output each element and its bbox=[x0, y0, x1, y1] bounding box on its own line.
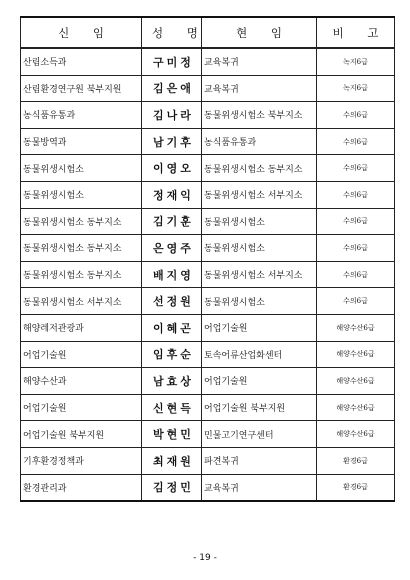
table-row bbox=[21, 421, 395, 448]
cell-new-post: 동물위생시험소 bbox=[21, 155, 142, 182]
cell-remarks: 해양수산6급 bbox=[317, 394, 395, 421]
cell-name: 남기후 bbox=[142, 128, 202, 155]
cell-name: 임후순 bbox=[142, 341, 202, 368]
cell-remarks: 환경6급 bbox=[317, 474, 395, 501]
cell-remarks: 녹지6급 bbox=[317, 75, 395, 102]
cell-new-post: 동물방역과 bbox=[21, 128, 142, 155]
cell-name: 박현민 bbox=[142, 421, 202, 448]
cell-new-post: 동물위생시험소 서부지소 bbox=[21, 288, 142, 315]
cell-current-post: 어업기술원 bbox=[202, 314, 317, 341]
cell-current-post: 동물위생시험소 서부지소 bbox=[202, 181, 317, 208]
cell-name: 구미정 bbox=[142, 48, 202, 75]
table-row bbox=[21, 235, 395, 262]
cell-current-post: 교육복귀 bbox=[202, 474, 317, 501]
header-name: 성 명 bbox=[142, 17, 202, 48]
table-row bbox=[21, 474, 395, 501]
cell-new-post: 환경관리과 bbox=[21, 474, 142, 501]
cell-remarks: 수의6급 bbox=[317, 155, 395, 182]
cell-remarks: 해양수산6급 bbox=[317, 314, 395, 341]
cell-current-post: 동물위생시험소 북부지소 bbox=[202, 102, 317, 129]
table-row bbox=[21, 314, 395, 341]
cell-name: 은영주 bbox=[142, 235, 202, 262]
table-row bbox=[21, 341, 395, 368]
cell-current-post: 어업기술원 bbox=[202, 368, 317, 395]
cell-remarks: 수의6급 bbox=[317, 235, 395, 262]
table-row bbox=[21, 102, 395, 129]
header-current-post: 현 임 bbox=[202, 17, 317, 48]
cell-new-post: 동물위생시험소 동부지소 bbox=[21, 261, 142, 288]
cell-current-post: 동물위생시험소 bbox=[202, 208, 317, 235]
personnel-table bbox=[20, 16, 395, 502]
cell-name: 김은애 bbox=[142, 75, 202, 102]
cell-new-post: 해양레저관광과 bbox=[21, 314, 142, 341]
cell-name: 정재익 bbox=[142, 181, 202, 208]
cell-new-post: 동물위생시험소 동부지소 bbox=[21, 235, 142, 262]
cell-new-post: 농식품유통과 bbox=[21, 102, 142, 129]
cell-remarks: 해양수산6급 bbox=[317, 341, 395, 368]
cell-current-post: 농식품유통과 bbox=[202, 128, 317, 155]
cell-new-post: 어업기술원 bbox=[21, 341, 142, 368]
cell-remarks: 수의6급 bbox=[317, 261, 395, 288]
cell-name: 이혜곤 bbox=[142, 314, 202, 341]
table-row bbox=[21, 368, 395, 395]
cell-current-post: 민물고기연구센터 bbox=[202, 421, 317, 448]
cell-remarks: 수의6급 bbox=[317, 208, 395, 235]
table-row bbox=[21, 261, 395, 288]
cell-new-post: 기후환경정책과 bbox=[21, 447, 142, 474]
cell-remarks: 수의6급 bbox=[317, 288, 395, 315]
table-header-row bbox=[21, 17, 395, 48]
page-number: - 19 - bbox=[193, 553, 217, 563]
table-row bbox=[21, 75, 395, 102]
table-row bbox=[21, 155, 395, 182]
cell-remarks: 환경6급 bbox=[317, 447, 395, 474]
table-row bbox=[21, 208, 395, 235]
cell-current-post: 파견복귀 bbox=[202, 447, 317, 474]
cell-new-post: 동물위생시험소 동부지소 bbox=[21, 208, 142, 235]
cell-current-post: 동물위생시험소 서부지소 bbox=[202, 261, 317, 288]
table-row bbox=[21, 128, 395, 155]
table-body bbox=[21, 48, 395, 501]
cell-name: 선정원 bbox=[142, 288, 202, 315]
cell-name: 남효상 bbox=[142, 368, 202, 395]
table-row bbox=[21, 48, 395, 75]
cell-new-post: 동물위생시험소 bbox=[21, 181, 142, 208]
cell-new-post: 어업기술원 bbox=[21, 394, 142, 421]
personnel-table-page bbox=[20, 16, 394, 502]
header-remarks: 비 고 bbox=[317, 17, 395, 48]
cell-name: 김정민 bbox=[142, 474, 202, 501]
cell-current-post: 동물위생시험소 동부지소 bbox=[202, 155, 317, 182]
cell-new-post: 산림소득과 bbox=[21, 48, 142, 75]
cell-new-post: 어업기술원 북부지원 bbox=[21, 421, 142, 448]
table-row bbox=[21, 288, 395, 315]
cell-current-post: 토속어류산업화센터 bbox=[202, 341, 317, 368]
header-new-post: 신 임 bbox=[21, 17, 142, 48]
cell-current-post: 동물위생시험소 bbox=[202, 288, 317, 315]
cell-name: 최재원 bbox=[142, 447, 202, 474]
cell-current-post: 어업기술원 북부지원 bbox=[202, 394, 317, 421]
cell-remarks: 해양수산6급 bbox=[317, 368, 395, 395]
cell-current-post: 교육복귀 bbox=[202, 75, 317, 102]
cell-remarks: 수의6급 bbox=[317, 102, 395, 129]
cell-remarks: 수의6급 bbox=[317, 128, 395, 155]
cell-name: 신현득 bbox=[142, 394, 202, 421]
cell-current-post: 동물위생시험소 bbox=[202, 235, 317, 262]
table-row bbox=[21, 394, 395, 421]
cell-remarks: 수의6급 bbox=[317, 181, 395, 208]
cell-name: 김나라 bbox=[142, 102, 202, 129]
cell-current-post: 교육복귀 bbox=[202, 48, 317, 75]
cell-remarks: 해양수산6급 bbox=[317, 421, 395, 448]
table-row bbox=[21, 447, 395, 474]
table-row bbox=[21, 181, 395, 208]
cell-new-post: 해양수산과 bbox=[21, 368, 142, 395]
cell-name: 이영오 bbox=[142, 155, 202, 182]
cell-new-post: 산림환경연구원 북부지원 bbox=[21, 75, 142, 102]
cell-name: 김기훈 bbox=[142, 208, 202, 235]
cell-name: 배지영 bbox=[142, 261, 202, 288]
cell-remarks: 녹지6급 bbox=[317, 48, 395, 75]
